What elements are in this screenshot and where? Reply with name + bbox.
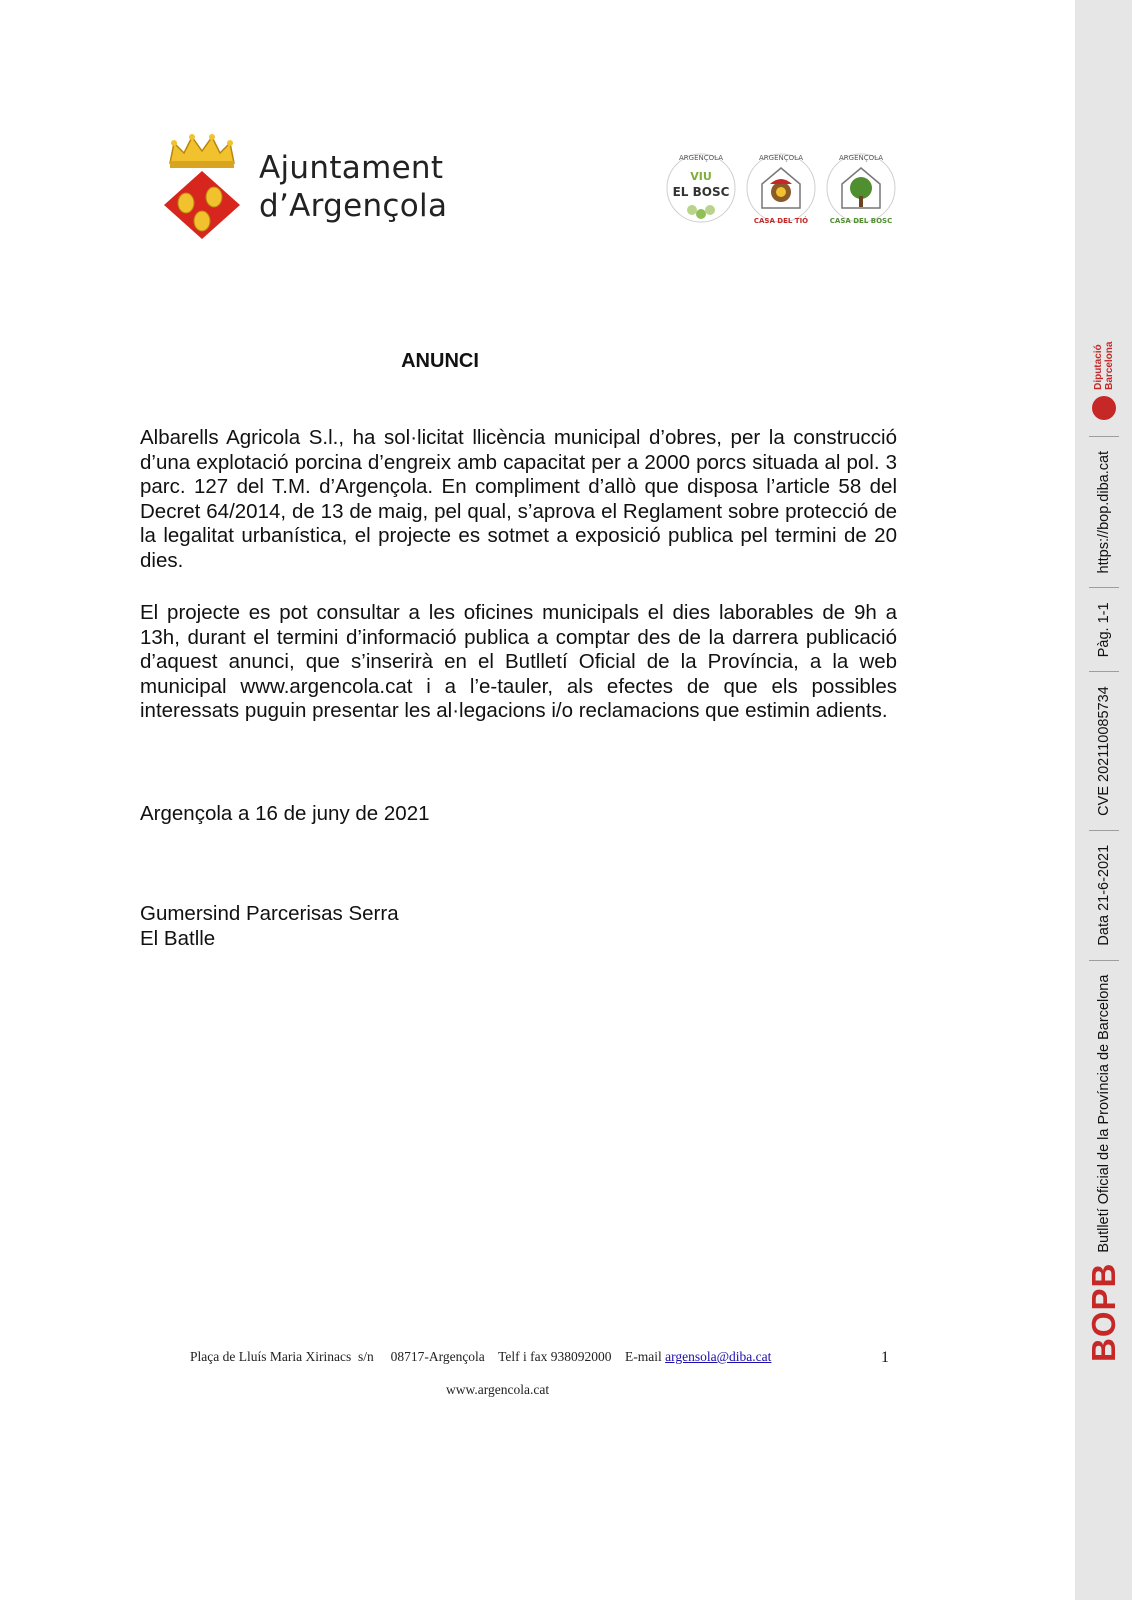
page-range: Pàg. 1-1 <box>1095 602 1112 658</box>
campaign-badges <box>662 148 902 233</box>
org-name-line1: Ajuntament <box>259 150 444 186</box>
separator <box>1089 671 1119 672</box>
signatory-name: Gumersind Parcerisas Serra <box>140 902 399 925</box>
bopb-side-strip <box>1075 0 1132 1600</box>
footer-contact <box>190 1349 771 1365</box>
footer-address: Plaça de Lluís Maria Xirinacs s/n <box>190 1349 374 1364</box>
bopb-logo: BOPB <box>1084 1262 1122 1362</box>
svg-text:CASA DEL BOSC: CASA DEL BOSC <box>829 217 893 225</box>
diputacio-line1: Diputació <box>1092 344 1104 390</box>
page-number: 1 <box>881 1349 889 1366</box>
coat-of-arms-icon <box>162 133 242 243</box>
viu-el-bosc-badge-icon <box>662 148 740 233</box>
ajuntament-logo <box>162 133 482 243</box>
footer-phone: Telf i fax 938092000 <box>498 1349 612 1364</box>
casa-del-tio-badge-icon <box>742 148 820 233</box>
footer-email-link[interactable]: argensola@diba.cat <box>665 1349 772 1364</box>
svg-text:ARGENÇOLA: ARGENÇOLA <box>679 154 723 162</box>
diputacio-text <box>1093 342 1115 390</box>
paragraph-1: Albarells Agricola S.l., ha sol·licitat llicència municipal d’obres, per la construcció d’una explotació porcina d’engreix amb capacitat per a 2000 porcs situada al pol. 3 parc. 127 del T.M. d’Argençola. En compliment d’allò que disposa l’article 58 del Decret 64/2014, de 13 de maig, pel qual, s’aprova el Reglament sobre protecció de la legalitat urbanística, el projecte es sotmet a exposició publica pel termini de 20 dies. <box>140 426 897 572</box>
paragraph-2: El projecte es pot consultar a les oficines municipals el dies laborables de 9h a 13h, durant el termini d’informació publica a comptar des de la darrera publicació d’aquest anunci, que s’inserirà en el Butlletí Oficial de la Província, a la web municipal www.argencola.cat i a l’e-tauler, als efectes de que els possibles interessats puguin presentar les al·legacions i/o reclamacions que estimin adients. <box>140 601 897 723</box>
diputacio-logo <box>1092 342 1116 420</box>
svg-text:ARGENÇOLA: ARGENÇOLA <box>839 154 883 162</box>
diputacio-line2: Barcelona <box>1103 341 1115 390</box>
diputacio-emblem-icon <box>1092 396 1116 420</box>
org-name-line2: d’Argençola <box>259 188 448 224</box>
signature-block <box>140 901 399 951</box>
separator <box>1089 960 1119 961</box>
footer-website: www.argencola.cat <box>446 1382 550 1397</box>
cve-code: CVE 202110085734 <box>1095 686 1112 816</box>
separator <box>1089 436 1119 437</box>
svg-text:CASA DEL TIÓ: CASA DEL TIÓ <box>753 217 809 225</box>
organization-name <box>259 149 447 225</box>
svg-text:EL BOSC: EL BOSC <box>672 185 730 199</box>
signatory-role: El Batlle <box>140 927 216 950</box>
footer-email-label: E-mail <box>624 1349 662 1364</box>
svg-text:VIU: VIU <box>690 170 712 183</box>
casa-del-bosc-badge-icon <box>822 148 900 233</box>
bulletin-name: Butlletí Oficial de la Província de Barcelona <box>1095 974 1112 1253</box>
bopb-strip-content <box>1075 272 1132 1362</box>
separator <box>1089 587 1119 588</box>
svg-text:ARGENÇOLA: ARGENÇOLA <box>759 154 803 162</box>
separator <box>1089 830 1119 831</box>
document-title: ANUNCI <box>401 350 479 372</box>
publication-date: Data 21-6-2021 <box>1095 844 1112 946</box>
bulletin-url[interactable]: https://bop.diba.cat <box>1095 450 1112 574</box>
place-and-date: Argençola a 16 de juny de 2021 <box>140 802 430 825</box>
footer-postal: 08717-Argençola <box>390 1349 485 1364</box>
